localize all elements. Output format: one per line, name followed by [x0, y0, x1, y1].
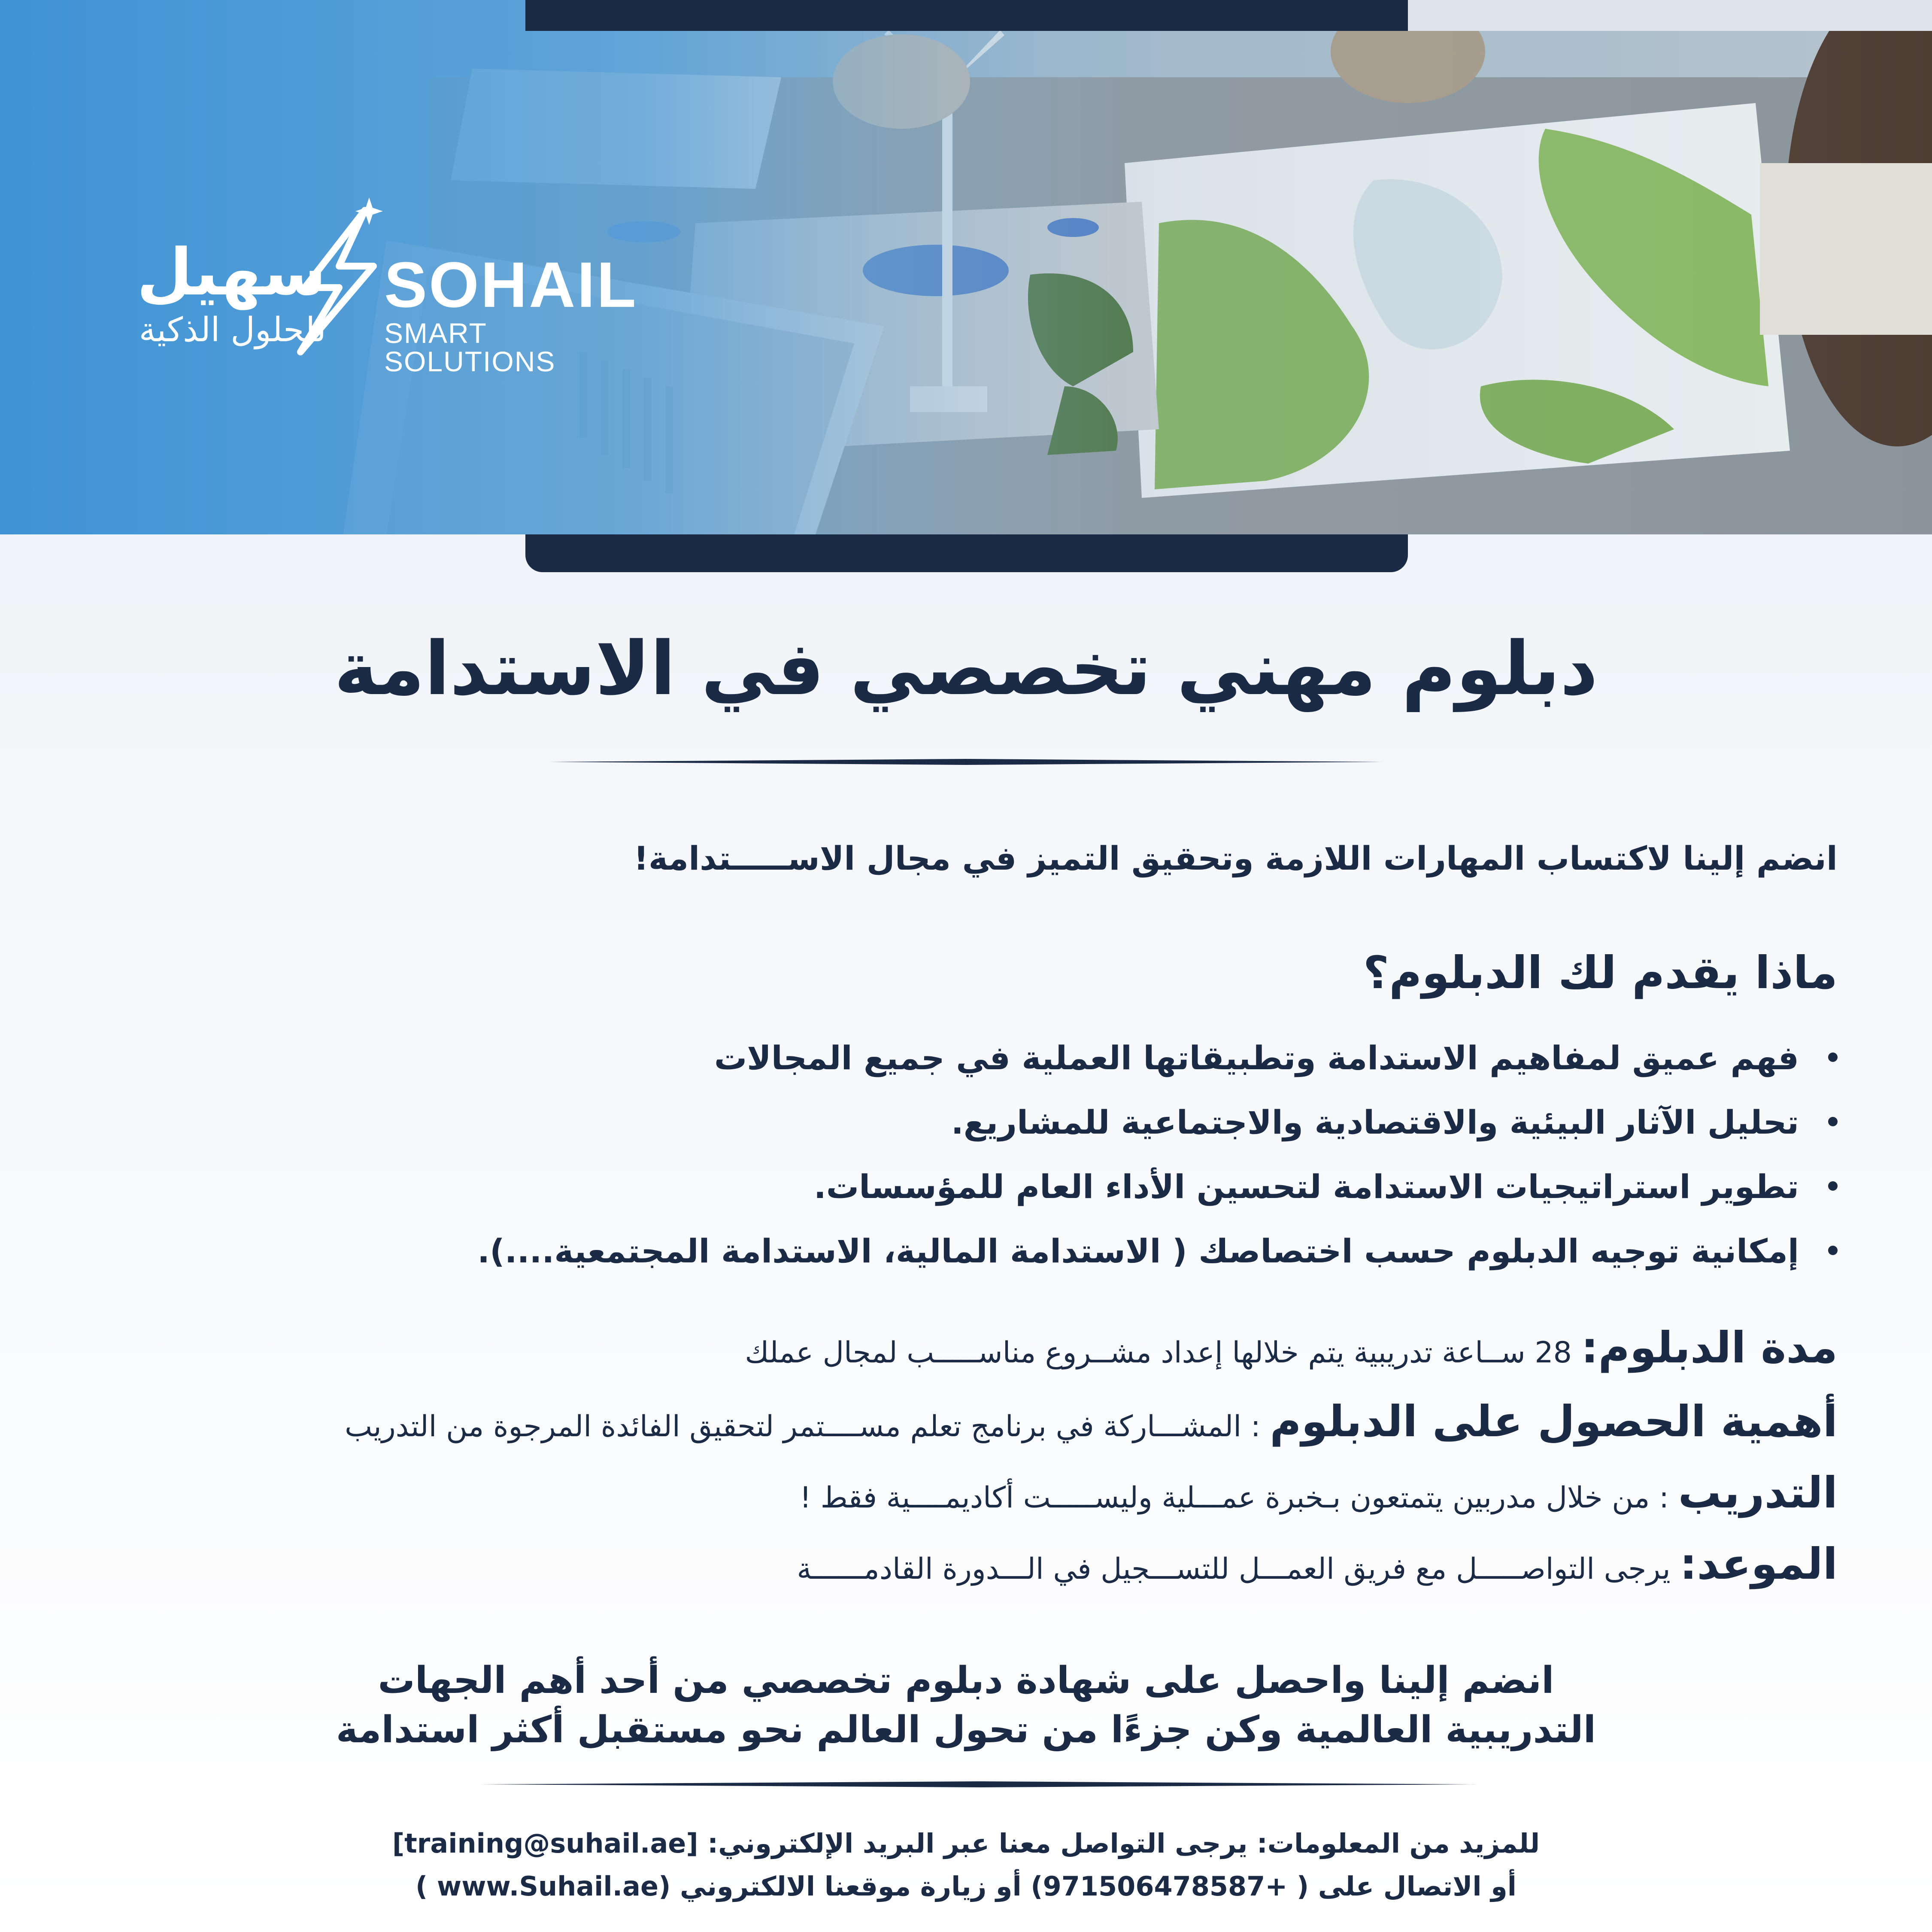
- detail-label: أهمية الحصول على الدبلوم: [1270, 1396, 1838, 1447]
- detail-schedule: [35, 1539, 1838, 1589]
- bullet-dot-icon: [1828, 1181, 1838, 1191]
- offer-heading: ماذا يقدم لك الدبلوم؟: [1363, 946, 1838, 999]
- list-item: فهم عميق لمفاهيم الاستدامة وتطبيقاتها العملية في جميع المجالات: [164, 1026, 1838, 1090]
- page-title: دبلوم مهني تخصصي في الاستدامة: [334, 625, 1598, 712]
- list-item: تحليل الآثار البيئية والاقتصادية والاجتماعية للمشاريع.: [164, 1090, 1838, 1155]
- top-tab: [525, 0, 1408, 31]
- logo-name-ar: سهيل: [136, 235, 326, 310]
- sohail-logo: [64, 185, 665, 377]
- logo-tagline-ar: للحلول الذكية: [139, 311, 326, 349]
- offer-list: [164, 1026, 1838, 1283]
- closing-line: التدريبية العالمية وكن جزءًا من تحول العالم نحو مستقبل أكثر استدامة: [336, 1708, 1596, 1751]
- bullet-dot-icon: [1828, 1117, 1838, 1126]
- contact-phone-web-line[interactable]: أو الاتصال على ( +971506478587) أو زيارة موقعنا الالكتروني (www.Suhail.ae ): [416, 1871, 1516, 1902]
- detail-training: [35, 1468, 1838, 1518]
- lightning-star-icon: [288, 193, 386, 356]
- hero-bottom-tab: [525, 534, 1408, 572]
- detail-value: 28 ســاعة تدريبية يتم خلالها إعداد مشــروع مناســـــب لمجال عملك: [745, 1336, 1581, 1370]
- contact-info: [0, 1822, 1932, 1908]
- detail-value: : من خلال مدربين يتمتعون بـخبرة عمـــلية وليســـــت أكاديمــــية فقط !: [799, 1481, 1678, 1515]
- detail-value: : المشـــاركة في برنامج تعلم مســــتمر لتحقيق الفائدة المرجوة من التدريب: [345, 1410, 1270, 1444]
- title-divider: [549, 759, 1382, 765]
- list-item: إمكانية توجيه الدبلوم حسب اختصاصك ( الاستدامة المالية، الاستدامة المجتمعية....).: [164, 1219, 1838, 1283]
- detail-duration: [35, 1322, 1838, 1373]
- logo-tagline-en: SMART SOLUTIONS: [384, 317, 556, 377]
- detail-label: الموعد:: [1680, 1539, 1838, 1589]
- intro-text: انضم إلينا لاكتساب المهارات اللازمة وتحقيق التميز في مجال الاســـــتدامة!: [634, 839, 1838, 877]
- detail-label: مدة الدبلوم:: [1581, 1322, 1838, 1373]
- bullet-dot-icon: [1828, 1052, 1838, 1062]
- contact-email-line[interactable]: للمزيد من المعلومات: يرجى التواصل معنا عبر البريد الإلكتروني: [training@suhail.ae]: [392, 1828, 1540, 1859]
- detail-value: يرجى التواصـــــل مع فريق العمـــل للتســـجيل في الـــدورة القادمــــــة: [797, 1552, 1680, 1586]
- footer-divider: [481, 1781, 1477, 1787]
- logo-name-en: SOHAIL: [384, 249, 638, 321]
- detail-label: التدريب: [1678, 1468, 1838, 1518]
- closing-text: [0, 1656, 1932, 1755]
- list-item: تطوير استراتيجيات الاستدامة لتحسين الأداء العام للمؤسسات.: [164, 1155, 1838, 1219]
- closing-line: انضم إلينا واحصل على شهادة دبلوم تخصصي من أحد أهم الجهات: [378, 1659, 1554, 1702]
- top-right-strip: [1408, 0, 1932, 31]
- bullet-dot-icon: [1828, 1246, 1838, 1255]
- detail-importance: [35, 1396, 1838, 1447]
